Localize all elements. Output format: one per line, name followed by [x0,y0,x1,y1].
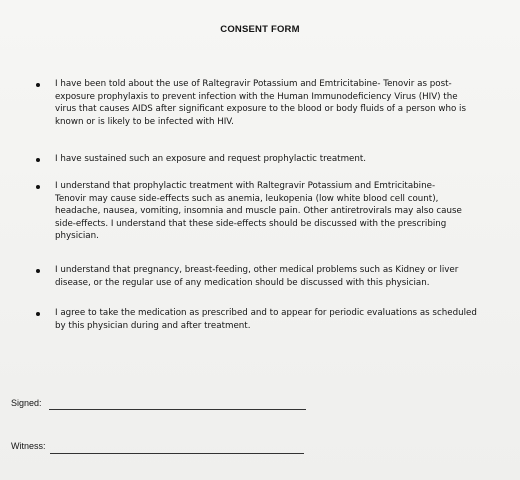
signature-line[interactable] [49,409,306,410]
list-item-text: I have been told about the use of Raltegravir Potassium and Emtricitabine- Tenovir as post- exposure prophylaxis to prevent infection with the Human Immunodeficiency Virus (HIV) the virus that causes AIDS after significant exposure to the blood or body fluids of a person who is known or is likely to be infected with HIV. [55,79,466,127]
witness-label: Witness: [11,441,46,451]
bullet-icon [36,185,40,189]
list-item-text: I understand that pregnancy, breast-feeding, other medical problems such as Kidney or liver disease, or the regular use of any medication should be discussed with this physician. [55,265,459,288]
list-item-text: I agree to take the medication as prescribed and to appear for periodic evaluations as scheduled by this physician during and after treatment. [55,308,477,331]
bullet-icon [36,269,40,273]
list-item-text: I understand that prophylactic treatment with Raltegravir Potassium and Emtricitabine- Tenovir may cause side-effects such as anemia, leukopenia (low white blood cell count), headache, nausea, vomiting, insomnia and muscle pain. Other antiretrovirals may also cause side-effects. I understand that these side-effects should be discussed with the prescribing physician. [55,181,462,242]
witness-signature-line[interactable] [50,453,304,454]
bullet-icon [36,312,40,316]
bullet-icon [36,83,40,87]
signed-label: Signed: [11,398,42,408]
list-item-text: I have sustained such an exposure and request prophylactic treatment. [55,154,367,164]
bullet-icon [36,158,40,162]
page-title: CONSENT FORM [220,24,300,35]
